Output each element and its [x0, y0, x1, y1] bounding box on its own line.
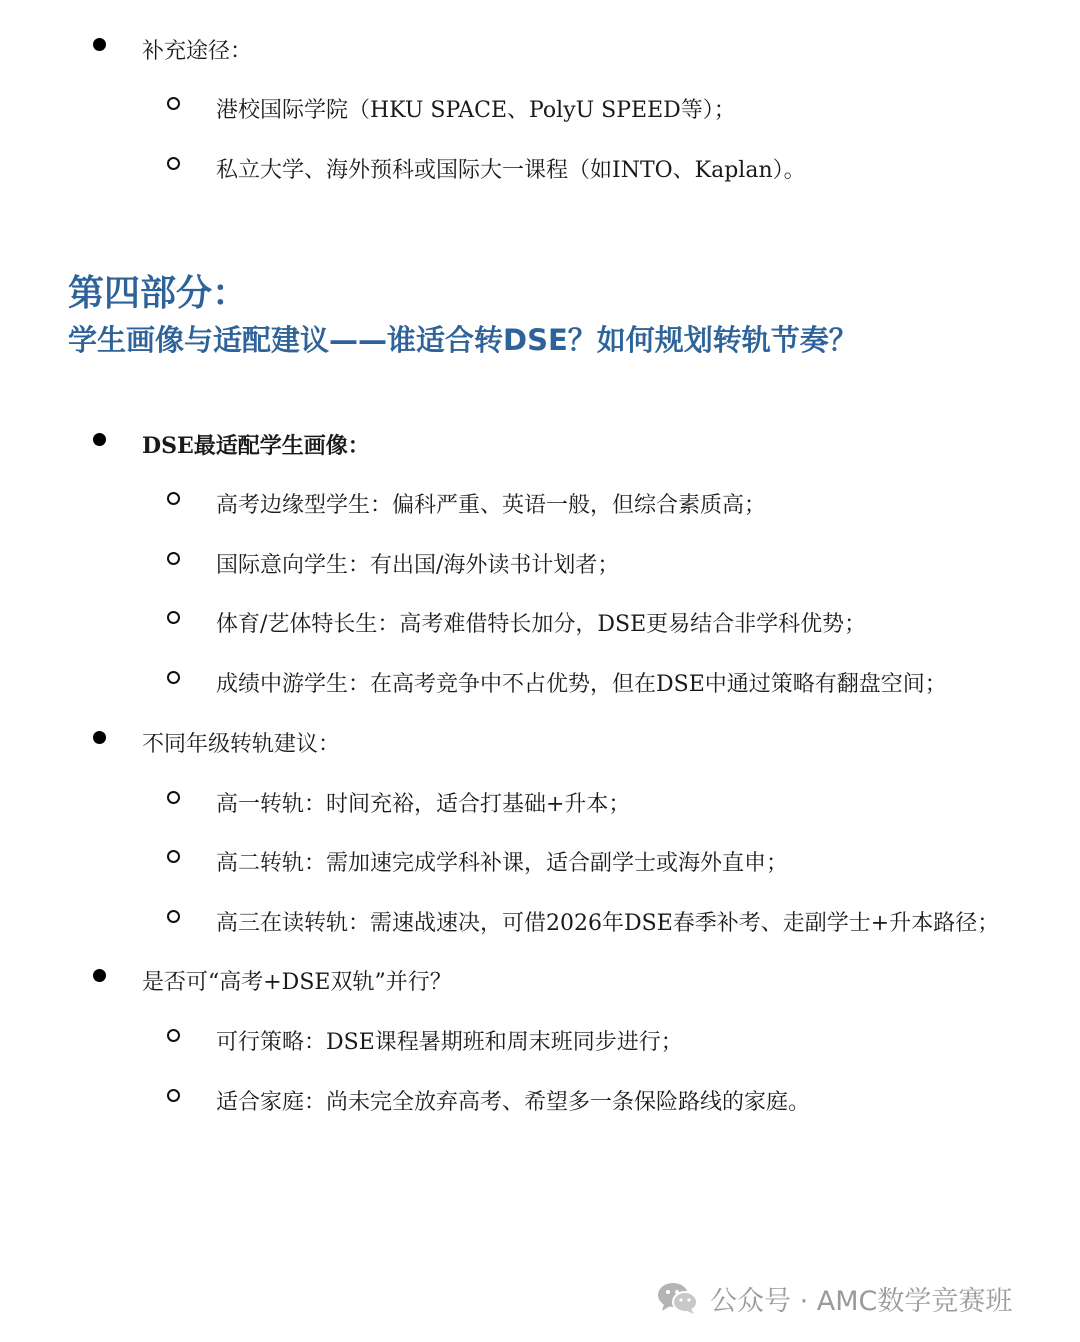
circle-bullet-icon	[167, 910, 180, 923]
circle-bullet-icon	[167, 1029, 180, 1042]
circle-bullet-icon	[167, 157, 180, 170]
circle-bullet-icon	[167, 97, 180, 110]
bullet-dot-icon	[93, 38, 106, 51]
list-subitem: 适合家庭：尚未完全放弃高考、希望多一条保险路线的家庭。	[216, 1090, 811, 1115]
circle-bullet-icon	[167, 611, 180, 624]
watermark-text: 公众号 · AMC数学竞赛班	[710, 1285, 1013, 1317]
group-label-profile: DSE最适配学生画像：	[142, 433, 370, 459]
watermark	[656, 1276, 1012, 1320]
circle-bullet-icon	[167, 1089, 180, 1102]
list-subitem: 体育/艺体特长生：高考难借特长加分，DSE更易结合非学科优势；	[216, 612, 867, 637]
group-label-grade: 不同年级转轨建议：	[142, 732, 341, 757]
section-heading: 第四部分：	[68, 273, 249, 314]
list-subitem: 可行策略：DSE课程暑期班和周末班同步进行；	[216, 1030, 683, 1055]
list-subitem: 高三在读转轨：需速战速决，可借2026年DSE春季补考、走副学士+升本路径；	[216, 911, 1000, 936]
group-label-dual-track: 是否可“高考+DSE双轨”并行？	[142, 970, 452, 995]
list-subitem: 港校国际学院（HKU SPACE、PolyU SPEED等）；	[216, 98, 736, 123]
list-subitem: 私立大学、海外预科或国际大一课程（如INTO、Kaplan）。	[216, 158, 806, 183]
bullet-dot-icon	[93, 731, 106, 744]
list-subitem: 高二转轨：需加速完成学科补课，适合副学士或海外直申；	[216, 851, 789, 876]
bullet-dot-icon	[93, 433, 106, 446]
circle-bullet-icon	[167, 850, 180, 863]
wechat-icon	[656, 1280, 700, 1316]
circle-bullet-icon	[167, 552, 180, 565]
section-subheading: 学生画像与适配建议——谁适合转DSE？如何规划转轨节奏？	[68, 323, 858, 357]
bullet-dot-icon	[93, 969, 106, 982]
circle-bullet-icon	[167, 671, 180, 684]
list-subitem: 高考边缘型学生：偏科严重、英语一般，但综合素质高；	[216, 493, 767, 518]
list-subitem: 成绩中游学生：在高考竞争中不占优势，但在DSE中通过策略有翻盘空间；	[216, 672, 947, 697]
list-item-supplement: 补充途径：	[142, 39, 253, 64]
circle-bullet-icon	[167, 791, 180, 804]
list-subitem: 高一转轨：时间充裕，适合打基础+升本；	[216, 792, 631, 817]
circle-bullet-icon	[167, 492, 180, 505]
list-subitem: 国际意向学生：有出国/海外读书计划者；	[216, 553, 620, 578]
